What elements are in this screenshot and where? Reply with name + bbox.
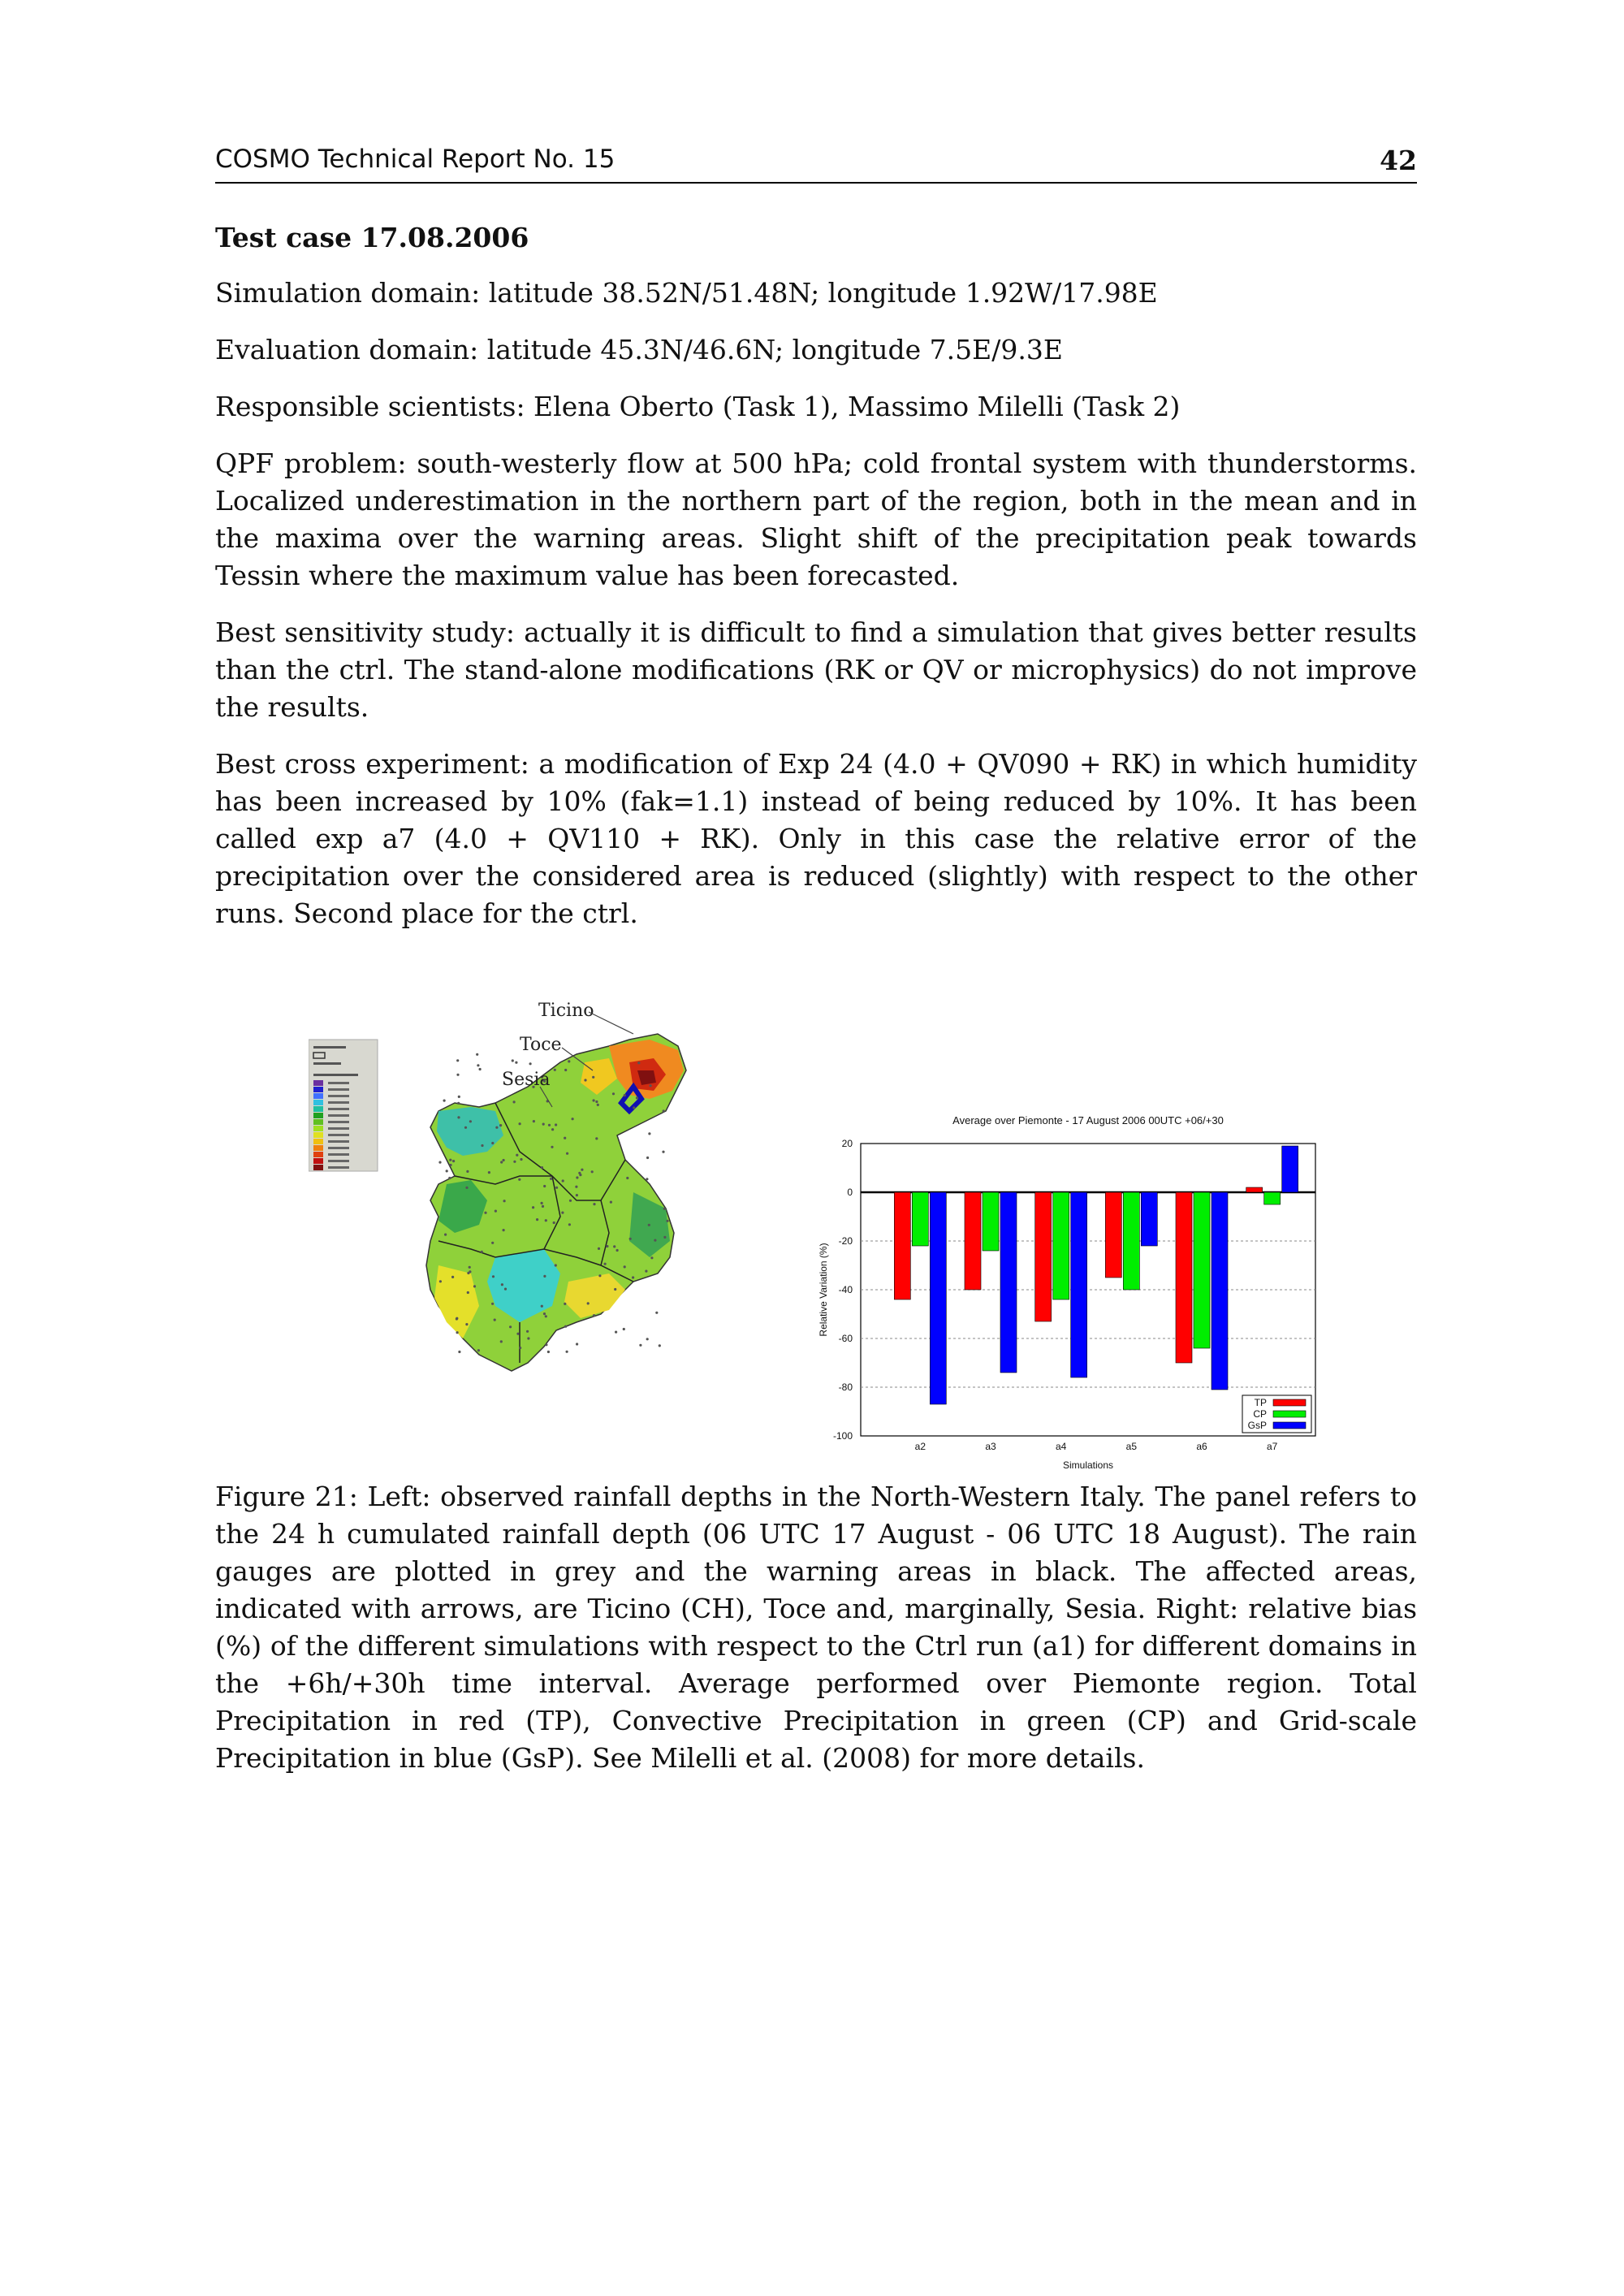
bar-TP-a5: [1105, 1192, 1121, 1278]
paragraph-qpf-problem: QPF problem: south-westerly flow at 500 hPa; cold frontal system with thunderstorms. Localized underestimation in the northern part of the region, both in the mean and in the maxima over the warning areas. Slight shift of the precipitation peak towards Tessin where the maximum value has been forecasted.: [215, 448, 1417, 591]
rain-gauge-dot: [519, 1122, 521, 1125]
rain-gauge-dot: [469, 1266, 471, 1269]
rain-gauge-dot: [604, 1263, 607, 1265]
y-tick-label: -60: [838, 1333, 853, 1344]
rain-gauge-dot: [637, 1062, 640, 1064]
section-title: Test case 17.08.2006: [215, 222, 529, 253]
rain-gauge-dot: [477, 1064, 479, 1066]
rain-gauge-dot: [576, 1194, 578, 1196]
bar-GsP-a6: [1212, 1192, 1228, 1390]
legend-swatch: [313, 1132, 323, 1138]
rain-gauge-dot: [578, 1172, 581, 1174]
rain-gauge-dot: [516, 1154, 518, 1157]
legend-swatch-label: [328, 1166, 349, 1169]
legend-swatch-label: [328, 1108, 349, 1110]
rain-gauge-dot: [551, 1146, 553, 1148]
y-tick-label: -20: [838, 1235, 853, 1247]
bias-bar-chart: [812, 1099, 1397, 1477]
rain-gauge-dot: [543, 1275, 546, 1278]
rain-gauge-dot: [576, 1176, 578, 1178]
rain-gauge-dot: [527, 1337, 529, 1339]
rain-gauge-dot: [667, 1220, 669, 1222]
rain-gauge-dot: [562, 1179, 564, 1182]
rain-gauge-dot: [501, 1283, 503, 1286]
report-title: COSMO Technical Report No. 15: [215, 145, 615, 174]
rain-gauge-dot: [610, 1201, 612, 1204]
legend-swatch-label: [328, 1127, 349, 1130]
legend-swatch: [313, 1126, 323, 1131]
rain-gauge-dot: [541, 1202, 543, 1204]
rain-gauge-dot: [551, 1128, 554, 1131]
rain-gauge-dot: [555, 1187, 558, 1189]
rain-gauge-dot: [650, 1084, 652, 1087]
rain-gauge-dot: [615, 1331, 617, 1334]
rain-gauge-dot: [542, 1123, 545, 1126]
legend-swatch: [313, 1145, 323, 1151]
rain-gauge-dot: [633, 1106, 635, 1109]
bar-GsP-a7: [1282, 1146, 1298, 1192]
rain-gauge-dot: [564, 1325, 567, 1328]
legend-swatch-label: [328, 1088, 349, 1091]
legend-swatch: [313, 1106, 323, 1112]
rain-gauge-dot: [555, 1264, 557, 1266]
rain-gauge-dot: [646, 1178, 648, 1180]
page-header: [215, 145, 1417, 184]
figure-caption: Figure 21: Left: observed rainfall depths in the North-Western Italy. The panel refers to the 24 h cumulated rainfall depth (06 UTC 17 August - 06 UTC 18 August). The rain gauges are plotted in grey and the warning areas in black. The affected areas, indicated with arrows, are Ticino (CH), Toce and, marginally, Sesia. Right: relative bias (%) of the different simulations with respect to the Ctrl run (a1) for different domains in the +6h/+30h time interval. Average performed over Piemonte region. Total Precipitation in red (TP), Convective Precipitation in green (CP) and Grid-scale Precipitation in blue (GsP). See Milelli et al. (2008) for more details.: [215, 1481, 1417, 1774]
rain-gauge-dot: [476, 1053, 478, 1056]
rain-gauge-dot: [451, 1276, 454, 1278]
rain-gauge-dot: [564, 1069, 567, 1071]
legend-swatch-label: [328, 1095, 349, 1097]
bar-TP-a6: [1176, 1192, 1192, 1363]
rain-gauge-dot: [568, 1223, 571, 1226]
rain-gauge-dot: [595, 1100, 598, 1103]
rain-gauge-dot: [606, 1245, 608, 1247]
rain-gauge-dot: [491, 1303, 494, 1305]
bar-GsP-a3: [1000, 1192, 1017, 1373]
rain-gauge-dot: [449, 1159, 451, 1161]
rain-gauge-dot: [509, 1325, 512, 1328]
rain-gauge-dot: [536, 1218, 538, 1221]
rain-gauge-dot: [477, 1349, 480, 1351]
rain-gauge-dot: [543, 1185, 546, 1187]
rain-gauge-dot: [532, 1206, 534, 1209]
rain-gauge-dot: [465, 1323, 468, 1325]
rain-gauge-dot: [473, 1285, 476, 1287]
bar-GsP-a4: [1071, 1192, 1087, 1377]
rain-gauge-dot: [564, 1137, 566, 1139]
legend-swatch-label: [328, 1153, 349, 1156]
rain-gauge-dot: [547, 1351, 550, 1353]
legend-label-TP: TP: [1254, 1397, 1267, 1408]
bar-CP-a7: [1264, 1192, 1281, 1204]
rain-gauge-dot: [553, 1222, 555, 1224]
rain-gauge-dot: [495, 1126, 498, 1129]
bar-GsP-a5: [1141, 1192, 1157, 1246]
y-tick-label: -40: [838, 1284, 853, 1295]
rain-gauge-dot: [663, 1109, 665, 1112]
rain-gauge-dot: [616, 1249, 619, 1252]
legend-swatch-label: [328, 1101, 349, 1104]
bar-CP-a6: [1194, 1192, 1210, 1348]
rain-gauge-dot: [444, 1234, 447, 1236]
rain-gauge-dot: [566, 1152, 568, 1155]
rain-gauge-dot: [623, 1328, 625, 1330]
rain-gauge-dot: [438, 1161, 441, 1164]
rain-gauge-dot: [457, 1102, 460, 1105]
rain-gauge-dot: [592, 1076, 594, 1079]
paragraph-responsible-scientists: Responsible scientists: Elena Oberto (Task 1), Massimo Milelli (Task 2): [215, 391, 1181, 422]
rain-gauge-dot: [598, 1274, 601, 1277]
rain-gauge-dot: [593, 1203, 595, 1205]
rain-gauge-dot: [457, 1116, 460, 1118]
rain-gauge-dot: [655, 1312, 658, 1314]
rain-gauge-dot: [662, 1151, 664, 1153]
rain-gauge-dot: [456, 1059, 459, 1062]
rain-gauge-dot: [469, 1270, 471, 1273]
rain-gauge-dot: [632, 1276, 634, 1278]
rain-gauge-dot: [663, 1208, 666, 1210]
rain-gauge-dot: [548, 1124, 551, 1126]
rain-gauge-dot: [494, 1319, 496, 1321]
rain-gauge-dot: [503, 1229, 505, 1231]
rain-gauge-dot: [456, 1317, 458, 1320]
bar-TP-a7: [1246, 1187, 1263, 1192]
rain-gauge-dot: [654, 1239, 656, 1242]
rain-gauge-dot: [613, 1245, 615, 1247]
legend-swatch: [313, 1087, 323, 1092]
legend-swatch: [313, 1152, 323, 1157]
rain-gauge-dot: [584, 1079, 586, 1081]
rain-gauge-dot: [492, 1275, 495, 1278]
rain-gauge-dot: [479, 1068, 482, 1070]
paragraph-simulation-domain: Simulation domain: latitude 38.52N/51.48N; longitude 1.92W/17.98E: [215, 277, 1158, 309]
paragraph-best-sensitivity: Best sensitivity study: actually it is difficult to find a simulation that gives better results than the ctrl. The stand-alone modifications (RK or QV or microphysics) do not improve the results.: [215, 616, 1417, 723]
paragraph-best-cross: Best cross experiment: a modification of Exp 24 (4.0 + QV090 + RK) in which humidity has been increased by 10% (fak=1.1) instead of being reduced by 10%. It has been called exp a7 (4.0 + QV110 + RK). Only in this case the relative error of the precipitation over the considered area is reduced (slightly) with respect to the other runs. Second place for the ctrl.: [215, 748, 1417, 929]
legend-swatch-label: [328, 1160, 349, 1162]
rain-gauge-dot: [624, 1265, 626, 1268]
rain-gauge-dot: [488, 1171, 490, 1174]
rain-gauge-dot: [566, 1351, 568, 1353]
legend-label-CP: CP: [1253, 1408, 1267, 1420]
rain-gauge-dot: [513, 1161, 516, 1163]
rain-gauge-dot: [542, 1205, 544, 1208]
legend-swatch: [313, 1139, 323, 1144]
legend-swatch: [313, 1100, 323, 1105]
legend-label-GsP: GsP: [1247, 1420, 1267, 1431]
legend-swatch-CP: [1273, 1411, 1306, 1417]
legend-swatch: [313, 1080, 323, 1086]
rain-gauge-dot: [581, 1169, 583, 1171]
rain-gauge-dot: [495, 1210, 497, 1213]
rain-gauge-dot: [591, 1170, 594, 1173]
legend-swatch: [313, 1165, 323, 1170]
legend-swatch-label: [328, 1134, 349, 1136]
map-label-toce: Toce: [520, 1035, 562, 1055]
rain-gauge-dot: [626, 1177, 628, 1179]
rain-gauge-dot: [587, 1302, 590, 1304]
rain-gauge-dot: [526, 1330, 529, 1333]
y-tick-label: -100: [832, 1430, 853, 1442]
bar-CP-a3: [983, 1192, 999, 1251]
region-map: [426, 1034, 686, 1371]
rain-gauge-dot: [555, 1123, 557, 1126]
rain-gauge-dot: [456, 1331, 459, 1334]
rain-gauge-dot: [464, 1126, 467, 1129]
rain-gauge-dot: [529, 1062, 532, 1065]
bar-CP-a4: [1053, 1192, 1069, 1299]
rain-gauge-dot: [439, 1280, 442, 1282]
legend-swatch-label: [328, 1082, 349, 1084]
legend-swatch-label: [328, 1147, 349, 1149]
rain-gauge-dot: [443, 1100, 446, 1102]
rain-gauge-dot: [481, 1144, 483, 1147]
legend-swatch: [313, 1158, 323, 1164]
legend-swatch-label: [328, 1140, 349, 1143]
x-tick-label: a4: [1055, 1441, 1067, 1452]
rain-gauge-dot: [636, 1096, 638, 1099]
rain-gauge-dot: [659, 1344, 661, 1347]
rain-gauge-dot: [569, 1200, 572, 1202]
x-tick-label: a3: [985, 1441, 996, 1452]
legend-swatch-label: [328, 1114, 349, 1117]
rain-gauge-dot: [595, 1137, 598, 1139]
bar-TP-a2: [894, 1192, 910, 1299]
legend-swatch-TP: [1273, 1399, 1306, 1406]
rain-gauge-dot: [465, 1187, 468, 1189]
rain-gauge-dot: [512, 1059, 514, 1062]
rain-gauge-dot: [541, 1166, 543, 1169]
legend-swatch: [313, 1119, 323, 1125]
rain-gauge-dot: [516, 1333, 519, 1335]
rain-gauge-dot: [648, 1132, 650, 1135]
rain-gauge-dot: [663, 1236, 666, 1239]
y-tick-label: -80: [838, 1381, 853, 1393]
y-tick-label: 0: [847, 1187, 853, 1198]
rain-gauge-dot: [568, 1060, 570, 1062]
rain-gauge-dot: [645, 1270, 647, 1273]
rain-gauge-dot: [561, 1212, 564, 1214]
paragraph-evaluation-domain: Evaluation domain: latitude 45.3N/46.6N; longitude 7.5E/9.3E: [215, 334, 1063, 365]
rain-gauge-dot: [466, 1170, 469, 1173]
map-label-sesia: Sesia: [502, 1070, 551, 1090]
rain-gauge-dot: [545, 1343, 547, 1346]
rain-gauge-dot: [576, 1343, 578, 1345]
rain-gauge-dot: [484, 1212, 486, 1214]
rain-gauge-dot: [650, 1256, 653, 1259]
x-tick-label: a6: [1196, 1441, 1207, 1452]
rain-gauge-dot: [593, 1099, 595, 1101]
rain-gauge-dot: [612, 1092, 615, 1095]
rain-gauge-dot: [518, 1178, 520, 1181]
chart-title: Average over Piemonte - 17 August 2006 00UTC +06/+30: [952, 1114, 1224, 1126]
x-tick-label: a7: [1266, 1441, 1278, 1452]
map-legend: [309, 1040, 378, 1171]
page-number: 42: [1380, 145, 1417, 176]
rain-gauge-dot: [614, 1288, 616, 1291]
rain-gauge-dot: [515, 1062, 517, 1064]
figure-21: [215, 989, 1417, 1477]
bar-GsP-a2: [930, 1192, 946, 1404]
bar-CP-a5: [1123, 1192, 1139, 1290]
bar-TP-a3: [965, 1192, 981, 1290]
rain-gauge-dot: [504, 1288, 507, 1291]
bar-CP-a2: [912, 1192, 928, 1246]
rain-gauge-dot: [491, 1242, 494, 1244]
rain-gauge-dot: [624, 1094, 626, 1096]
rain-gauge-dot: [575, 1186, 577, 1188]
x-axis-label: Simulations: [1062, 1459, 1114, 1471]
x-tick-label: a5: [1125, 1441, 1138, 1452]
legend-swatch-GsP: [1273, 1422, 1306, 1429]
legend-swatch: [313, 1093, 323, 1099]
rain-gauge-dot: [533, 1120, 535, 1122]
rain-gauge-dot: [564, 1303, 566, 1305]
rain-gauge-dot: [598, 1247, 600, 1250]
rain-gauge-dot: [503, 1159, 505, 1161]
rain-gauge-dot: [456, 1074, 459, 1076]
rain-gauge-dot: [572, 1118, 574, 1120]
legend-swatch-label: [328, 1121, 349, 1123]
rain-gauge-dot: [481, 1251, 483, 1253]
rain-gauge-dot: [500, 1161, 503, 1163]
rain-gauge-dot: [458, 1096, 460, 1098]
rain-gauge-dot: [543, 1312, 546, 1315]
rain-gauge-dot: [520, 1158, 522, 1161]
legend-swatch: [313, 1113, 323, 1118]
rain-gauge-dot: [503, 1200, 506, 1202]
rain-gauge-dot: [452, 1160, 455, 1162]
chart-legend: [1242, 1395, 1311, 1433]
rain-gauge-dot: [467, 1291, 469, 1294]
rain-gauge-dot: [449, 1164, 451, 1166]
bar-TP-a4: [1035, 1192, 1052, 1321]
map-label-ticino: Ticino: [538, 1001, 594, 1021]
rain-gauge-dot: [550, 1178, 552, 1180]
rain-gauge-dot: [448, 1177, 451, 1179]
rain-gauge-dot: [554, 1069, 556, 1071]
y-tick-label: 20: [841, 1138, 853, 1149]
rain-gauge-dot: [491, 1142, 494, 1144]
x-tick-label: a2: [914, 1441, 926, 1452]
rain-gauge-dot: [499, 1124, 502, 1126]
rain-gauge-dot: [458, 1351, 460, 1353]
rain-gauge-dot: [646, 1157, 649, 1159]
rain-gauge-dot: [639, 1344, 641, 1347]
rain-gauge-dot: [541, 1305, 543, 1308]
rain-gauge-dot: [629, 1238, 632, 1240]
rain-gauge-dot: [646, 1338, 649, 1340]
rain-gauge-dot: [545, 1219, 547, 1222]
y-axis-label: Relative Variation (%): [818, 1243, 829, 1337]
rain-gauge-dot: [545, 1315, 547, 1317]
rain-gauge-dot: [446, 1170, 448, 1172]
rain-gauge-dot: [597, 1104, 599, 1106]
rain-gauge-dot: [513, 1100, 516, 1103]
rain-gauge-dot: [519, 1347, 521, 1349]
rain-gauge-dot: [648, 1224, 650, 1226]
rain-gauge-dot: [500, 1340, 503, 1343]
body-text: [215, 219, 1417, 952]
rain-gauge-dot: [593, 1314, 595, 1317]
rain-gauge-dot: [469, 1120, 472, 1122]
